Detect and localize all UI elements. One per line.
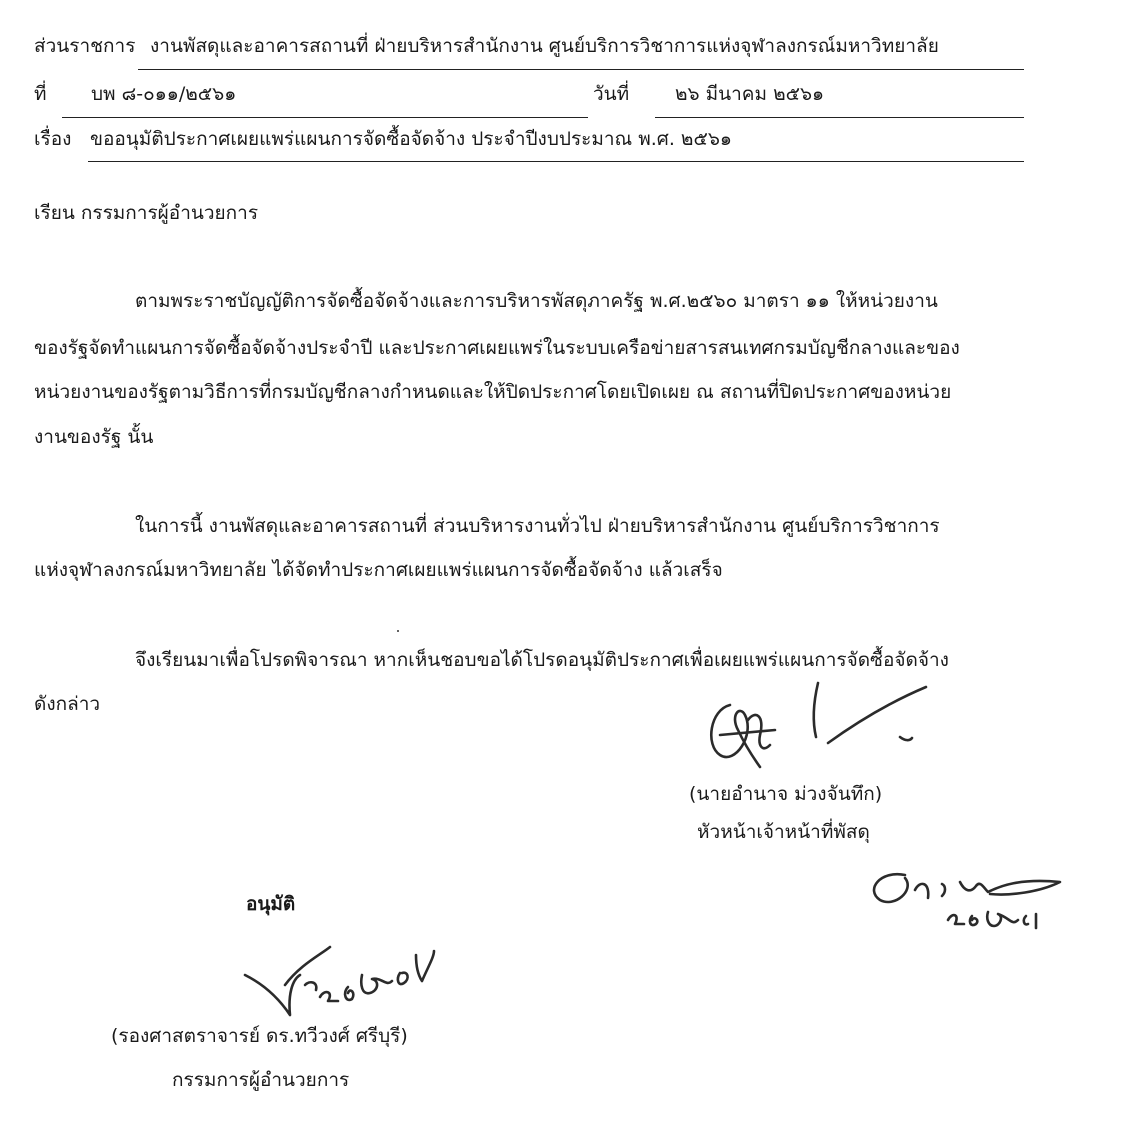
dept-value: งานพัสดุและอาคารสถานที่ ฝ่ายบริหารสำนักงาน ศูนย์บริการวิชาการแห่งจุฬาลงกรณ์มหาวิทยาลัย	[150, 35, 939, 57]
paragraph-1-line: งานของรัฐ นั้น	[34, 426, 154, 448]
paragraph-3-line: จึงเรียนมาเพื่อโปรดพิจารณา หากเห็นชอบขอได้โปรดอนุมัติประกาศเพื่อเผยแพร่แผนการจัดซื้อจัดจ้าง	[135, 649, 949, 671]
initial-signature	[860, 860, 1080, 940]
subject-value: ขออนุมัติประกาศเผยแพร่แผนการจัดซื้อจัดจ้าง ประจำปีงบประมาณ พ.ศ. ๒๕๖๑	[90, 128, 732, 150]
date-label: วันที่	[593, 83, 630, 105]
approval-label: อนุมัติ	[246, 893, 296, 915]
signer-1-position: หัวหน้าเจ้าหน้าที่พัสดุ	[697, 821, 870, 843]
dept-underline	[138, 69, 1024, 70]
ref-value: บพ ๘-๐๑๑/๒๕๖๑	[91, 83, 237, 105]
salutation: เรียน กรรมการผู้อำนวยการ	[34, 202, 259, 224]
signature-1	[700, 675, 940, 785]
paragraph-2-line: แห่งจุฬาลงกรณ์มหาวิทยาลัย ได้จัดทำประกาศเผยแพร่แผนการจัดซื้อจัดจ้าง แล้วเสร็จ	[34, 559, 723, 581]
subject-label: เรื่อง	[34, 128, 72, 150]
signer-1-name: (นายอำนาจ ม่วงจันทึก)	[689, 783, 883, 805]
subject-underline	[88, 161, 1024, 162]
ref-label: ที่	[34, 83, 47, 105]
approval-signature	[230, 935, 460, 1025]
approver-position: กรรมการผู้อำนวยการ	[172, 1069, 350, 1091]
date-value: ๒๖ มีนาคม ๒๕๖๑	[675, 83, 825, 105]
stray-dot	[397, 630, 399, 632]
paragraph-2-line: ในการนี้ งานพัสดุและอาคารสถานที่ ส่วนบริหารงานทั่วไป ฝ่ายบริหารสำนักงาน ศูนย์บริการวิชาการ	[135, 515, 940, 537]
date-underline	[655, 117, 1024, 118]
dept-label: ส่วนราชการ	[34, 35, 136, 57]
paragraph-1-line: ตามพระราชบัญญัติการจัดซื้อจัดจ้างและการบริหารพัสดุภาครัฐ พ.ศ.๒๕๖๐ มาตรา ๑๑ ให้หน่วยงาน	[135, 290, 938, 312]
paragraph-3-line: ดังกล่าว	[34, 693, 101, 715]
ref-underline	[62, 117, 588, 118]
paragraph-1-line: หน่วยงานของรัฐตามวิธีการที่กรมบัญชีกลางกำหนดและให้ปิดประกาศโดยเปิดเผย ณ สถานที่ปิดประกาศของหน่วย	[34, 381, 952, 403]
paragraph-1-line: ของรัฐจัดทำแผนการจัดซื้อจัดจ้างประจำปี และประกาศเผยแพร่ในระบบเครือข่ายสารสนเทศกรมบัญชีกลางและของ	[34, 337, 960, 359]
approver-name: (รองศาสตราจารย์ ดร.ทวีวงศ์ ศรีบุรี)	[111, 1025, 408, 1047]
